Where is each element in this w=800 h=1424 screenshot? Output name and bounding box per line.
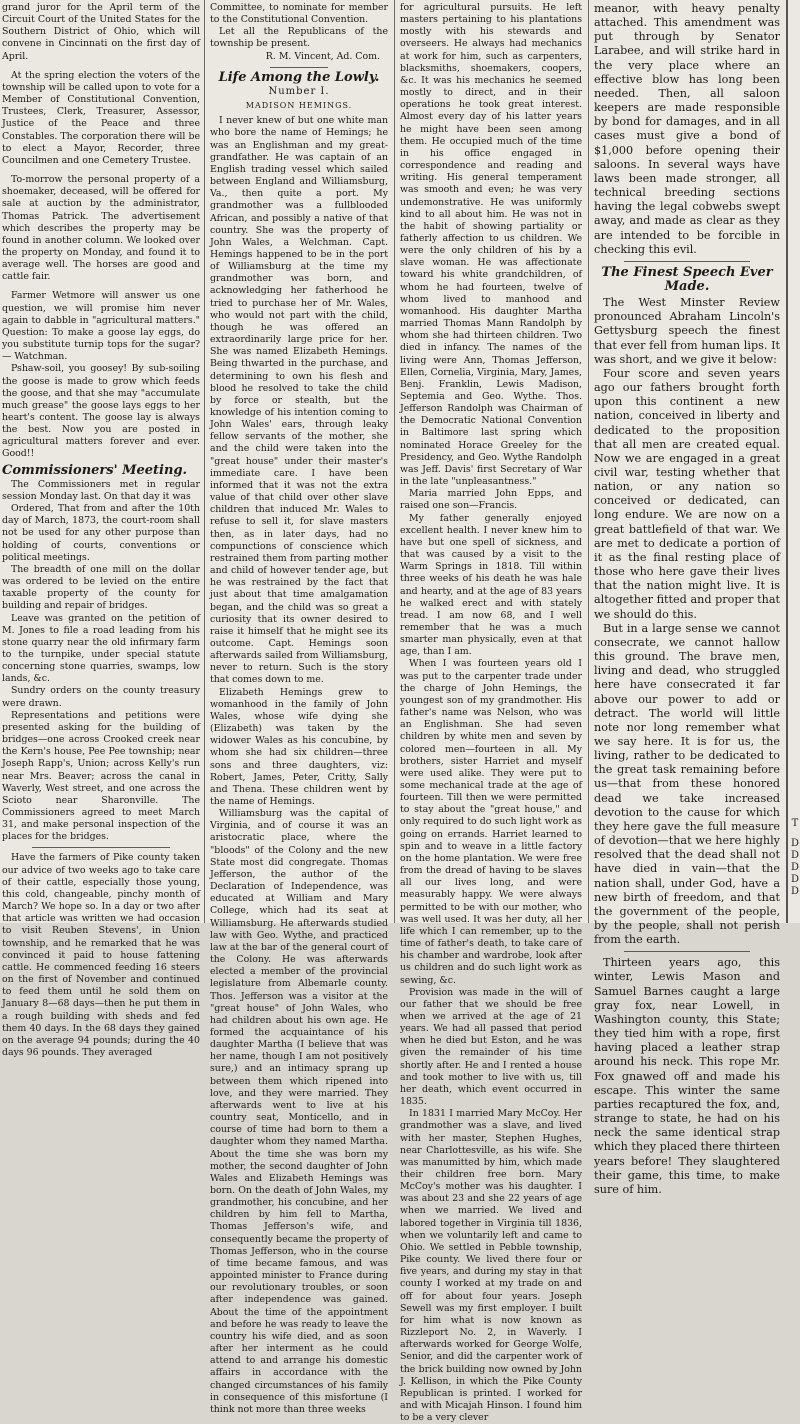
- article-paragraph: In 1831 I married Mary McCoy. Her grandmother was a slave, and lived with her master, Stephen Hughes, near Charlottesville, as his wife. She was manumitted by him, which made their children free born. Mary McCoy's mother was his daughter. I was about 23 and she 22 years of age when we married. We lived and labored together in Virginia till 1836, when we voluntarily left and came to Ohio. We settled in Pebble township, Pike county. We lived there four or five years, and during my stay in that county I worked at my trade on and off for about four years. Joseph Sewell was my first employer. I built for him what is now known as Rizzleport No. 2, in Waverly. I afterwards worked for George Wolfe, Senior, and did the carpenter work of the brick building now owned by John J. Kellison, in which the Pike County Republican is printed. I worked for and with Micajah Hinson. I found him to be a very clever: [400, 1108, 582, 1424]
- saloon-law-paragraph: meanor, with heavy penalty attached. This amendment was put through by Senator Larabee, and will strike hard in the very place where an effective blow has long been needed. Then, all saloon keepers are made responsible by bond for damages, and in all cases must give a bond of $1,000 before opening their saloons. In several ways have laws been made stronger, all technical breeding sections having the legal cobwebs swept away, and made as clear as they are intended to be forcible in checking this evil.: [594, 2, 780, 256]
- sale-notice: To-morrow the personal property of a shoemaker, deceased, will be offered for sale at auction by the administrator, Thomas Patrick. The advertisement which describes the property may be found in another column. We looked over the property on Monday, and found it to average well. The horses are good and cattle fair.: [2, 174, 200, 283]
- article-number: Number I.: [268, 85, 330, 97]
- fox-paragraph: Thirteen years ago, this winter, Lewis Mason and Samuel Barnes caught a large gray fox, near Lowell, in Washington county, this State; they tied him with a rope, first having placed a leather strap around his neck. This rope Mr. Fox gnawed off and made his escape. This winter the same parties recaptured the fox, and, strange to state, he had on his neck the same identical strap which they placed there thirteen years before! They slaughtered their game, this time, to make sure of him.: [594, 956, 781, 1196]
- meeting-paragraph: The breadth of one mill on the dollar was ordered to be levied on the entire taxable property of the county for building and repair of bridges.: [2, 563, 200, 612]
- election-notice: At the spring election the voters of the township will be called upon to vote for a Member of Constitutional Convention, Trustees, Clerk, Treasurer, Assessor, Justice of the Peace and three Constables. The corporation there will be to elect a Mayor, Recorder, three Councilmen and one Cemetery Trustee.: [2, 69, 200, 166]
- meeting-paragraph: Ordered, That from and after the 10th day of March, 1873, the court-room shall not be used for any other purpose than holding of courts, conventions or political meetings.: [2, 503, 200, 563]
- commissioners-heading: Commissioners' Meeting.: [2, 462, 188, 478]
- edge-letter: D: [790, 862, 800, 873]
- separator: [270, 67, 328, 68]
- article-paragraph: When I was fourteen years old I was put to the carpenter trade under the charge of John Hemings, the youngest son of my grandmother. His father's name was Nelson, who was an Englishman. She had seven children by white men and seven by colored men—fourteen in all. My brothers, sister Harriet and myself were used alike. They were put to some mechanical trade at the age of fourteen. Till then we were permitted to stay about the "great house," and only required to do such light work as going on errands. Harriet learned to spin and to weave in a little factory on the home plantation. We were free from the dread of having to be slaves all our lives long, and were measurably happy. We were always permitted to be with our mother, who was well used. It was her duty, all her life which I can remember, up to the time of father's death, to take care of his chamber and wardrobe, look after us children and do such light work as sewing, &c.: [400, 658, 582, 986]
- column-2: [206, 0, 394, 1415]
- meeting-paragraph: Sundry orders on the county treasury were drawn.: [2, 685, 200, 709]
- farmer-notice: Farmer Wetmore will answer us one question, we will promise him never again to dabble in "agricultural matters." Question: To make a goose lay eggs, do you substitute turnip tops for the sugar? — Watchman.: [2, 290, 200, 363]
- speech-heading: The Finest Speech Ever Made.: [601, 264, 773, 294]
- page-edge-rule: [786, 0, 788, 923]
- article-paragraph: for agricultural pursuits. He left masters pertaining to his plantations mostly with his stewards and overseers. He always had mechanics at work for him, such as carpenters, blacksmiths, shoemakers, coopers, &c. It was his mechanics he seemed mostly to direct, and in their operations he took great interest. Almost every day of his latter years he might have been seen among them. He occupied much of the time in his office engaged in correspondence and reading and writing. His general temperament was smooth and even; he was very undemonstrative. He was uniformly kind to all about him. He was not in the habit of showing partiality or fatherly affection to us children. We were the only children of his by a slave woman. He was affectionate toward his white grandchildren, of whom he had fourteen, twelve of whom lived to manhood and womanhood. His daughter Martha married Thomas Mann Randolph by whom she had thirteen children. Two died in infancy. The names of the living were Ann, Thomas Jefferson, Ellen, Cornelia, Virginia, Mary, James, Benj. Franklin, Lewis Madison, Septemia and Geo. Wythe. Thos. Jefferson Randolph was Chairman of the Democratic National Convention in Baltimore last spring which nominated Horace Greeley for the Presidency, and Geo. Wythe Randolph was Jeff. Davis' first Secretary of War in the late "unpleasantness.": [400, 2, 582, 488]
- edge-letter: D: [790, 838, 800, 849]
- pike-cattle-paragraph: Have the farmers of Pike county taken our advice of two weeks ago to take care of their cattle, especially those young, this cold, changeable, pinchy month of March? We hope so. In a day or two after that article was written we had occasion to visit Reuben Stevens', in Union township, and he remarked that he was convinced it paid to house fattening cattle. He commenced feeding 16 steers on the first of November and continued to feed them until he sold them on January 8—68 days—then he put them in a rough building with sheds and fed them 40 days. In the 68 days they gained on the average 94 pounds; during the 40 days 96 pounds. They averaged: [2, 852, 200, 1058]
- column-rule: [204, 0, 205, 923]
- article-paragraph: My father generally enjoyed excellent health. I never knew him to have but one spell of sickness, and that was caused by a visit to the Warm Springs in 1818. Till within three weeks of his death he was hale and hearty, and at the age of 83 years he walked erect and with stately tread. I am now 68, and I well remember that he was a much smarter man physically, even at that age, than I am.: [400, 512, 582, 658]
- separator: [624, 261, 750, 262]
- article-paragraph: Provision was made in the will of our father that we should be free when we arrived at the age of 21 years. We had all passed that period when he died but Eston, and he was given the remainder of his time shortly after. He and I rented a house and took mother to live with us, till her death, which event occurred in 1835.: [400, 986, 582, 1108]
- column-rule: [588, 0, 589, 923]
- article-paragraph: I never knew of but one white man who bore the name of Hemings; he was an Englishman and my great-grandfather. He was captain of an English trading vessel which sailed between England and Williamsburg, Va., then quite a port. My grandmother was a fullblooded African, and possibly a native of that country. She was the property of John Wales, a Welchman. Capt. Hemings happened to be in the port of Williamsburg at the time my grandmother was born, and acknowledging her fatherhood he tried to purchase her of Mr. Wales, who would not part with the child, though he was offered an extraordinarily large price for her. She was named Elizabeth Hemings. Being thwarted in the purchase, and determining to own his flesh and blood he resolved to take the child by force or stealth, but the knowledge of his intention coming to John Wales' ears, through leaky fellow servants of the mother, she and the child were taken into the "great house" under their master's immediate care. I have been informed that it was not the extra value of that child over other slave children that induced Mr. Wales to refuse to sell it, for slave masters then, as in later days, had no compunctions of conscience which restrained them from parting mother and child of however tender age, but he was restrained by the fact that just about that time amalgamation began, and the child was so great a curiosity that its owner desired to raise it himself that he might see its outcome. Capt. Hemings soon afterwards sailed from Williamsburg, never to return. Such is the story that comes down to me.: [210, 115, 388, 686]
- speech-paragraph: Four score and seven years ago our fathers brought forth upon this continent a new nation, conceived in liberty and dedicated to the proposition that all men are created equal. Now we are engaged in a great civil war, testing whether that nation, or any nation so conceived or dedicated, can long endure. We are now on a great battlefield of that war. We are met to dedicate a portion of it as the final resting place of those who here gave their lives that the nation might live. It is altogether fitted and proper that we should do this.: [594, 366, 780, 621]
- committee-notice-2: Let all the Republicans of the township be present.: [210, 26, 388, 50]
- speech-intro: The West Minster Review pronounced Abraham Lincoln's Gettysburg speech the finest that ever fell from human lips. It was short, and we give it below:: [594, 296, 780, 366]
- article-paragraph: Williamsburg was the capital of Virginia, and of course it was an aristocratic place, where the "bloods" of the Colony and the new State most did congregate. Thomas Jefferson, the author of the Declaration of Independence, was educated at William and Mary College, which had its seat at Williamsburg. He afterwards studied law with Geo. Wythe, and practiced law at the bar of the general court of the Colony. He was afterwards elected a member of the provincial legislature from Albemarle county. Thos. Jefferson was a visitor at the "great house" of John Wales, who had children about his own age. He formed the acquaintance of his daughter Martha (I believe that was her name, though I am not positively sure,) and an intimacy sprang up between them which ripened into love, and they were married. They afterwards went to live at his country seat, Monticello, and in course of time had born to them a daughter whom they named Martha. About the time she was born my mother, the second daughter of John Wales and Elizabeth Hemings was born. On the death of John Wales, my grandmother, his concubine, and her children by him fell to Martha, Thomas Jefferson's wife, and consequently became the property of Thomas Jefferson, who in the course of time became famous, and was appointed minister to France during our revolutionary troubles, or soon after independence was gained. About the time of the appointment and before he was ready to leave the country his wife died, and as soon after her interment as he could attend to and arrange his domestic affairs in accordance with the changed circumstances of his family in consequence of this misfortune (I think not more than three weeks: [210, 808, 388, 1415]
- separator: [624, 951, 750, 952]
- edge-letter: D: [790, 886, 800, 897]
- article-heading: Life Among the Lowly.: [218, 69, 380, 85]
- meeting-paragraph: Leave was granted on the petition of M. Jones to file a road leading from his stone quarry near the old infirmary farm to the turnpike, under special statute concerning stone quarries, swamps, low lands, &c.: [2, 612, 200, 685]
- edge-letter: T: [791, 818, 799, 829]
- article-paragraph: Elizabeth Hemings grew to womanhood in the family of John Wales, whose wife dying she (Elizabeth) was taken by the widower Wales as his concubine, by whom she had six children—three sons and three daughters, viz: Robert, James, Peter, Critty, Sally and Thena. These children went by the name of Hemings.: [210, 686, 388, 807]
- edge-letter: D: [790, 850, 800, 861]
- article-paragraph: Maria married John Epps, and raised one son—Francis.: [400, 488, 582, 512]
- committee-notice: Committee, to nominate for member to the Constitutional Convention.: [210, 2, 388, 26]
- juror-notice: grand juror for the April term of the Circuit Court of the United States for the Southern District of Ohio, which will convene in Cincinnati on the first day of April.: [2, 2, 200, 62]
- column-4: [590, 0, 786, 1196]
- meeting-paragraph: The Commissioners met in regular session Monday last. On that day it was: [2, 478, 200, 502]
- speech-paragraph: But in a large sense we cannot consecrate, we cannot hallow this ground. The brave men, living and dead, who struggled here have consecrated it far above our power to add or detract. The world will little note nor long remember what we say here. It is for us, the living, rather to be dedicated to the great task remaining before us—that from these honored dead we take increased devotion to the cause for which they here gave the full measure of devotion—that we here highly resolved that the dead shall not have died in vain—that the nation shall, under God, have a new birth of freedom, and that the government of the people, by the people, shall not perish from the earth.: [594, 621, 780, 947]
- column-rule: [394, 0, 395, 923]
- column-3: [396, 0, 588, 1424]
- column-1: [0, 0, 204, 1058]
- meeting-paragraph: Representations and petitions were presented asking for the building of bridges—one across Crooked creek near the Kern's house, Pee Pee township; near Joseph Rapp's, Union; across Kelly's run near Mrs. Beaver; across the canal in Waverly, West street, and one across the Scioto near Sharonville. The Commissioners agreed to meet March 31, and make personal inspection of the places for the bridges.: [2, 709, 200, 843]
- edge-letter: D: [790, 874, 800, 885]
- article-byline: MADISON HEMINGS.: [245, 101, 353, 111]
- goose-reply: Pshaw-soil, you goosey! By sub-soiling the goose is made to grow which feeds the goose, and that she may "accumulate much grease" the goose lays eggs to her heart's content. The goose lay is always the best. Now you are posted in agricultural matters forever and ever. Good!!: [2, 363, 200, 460]
- committee-signature: R. M. Vincent, Ad. Com.: [265, 50, 380, 62]
- separator: [32, 847, 170, 848]
